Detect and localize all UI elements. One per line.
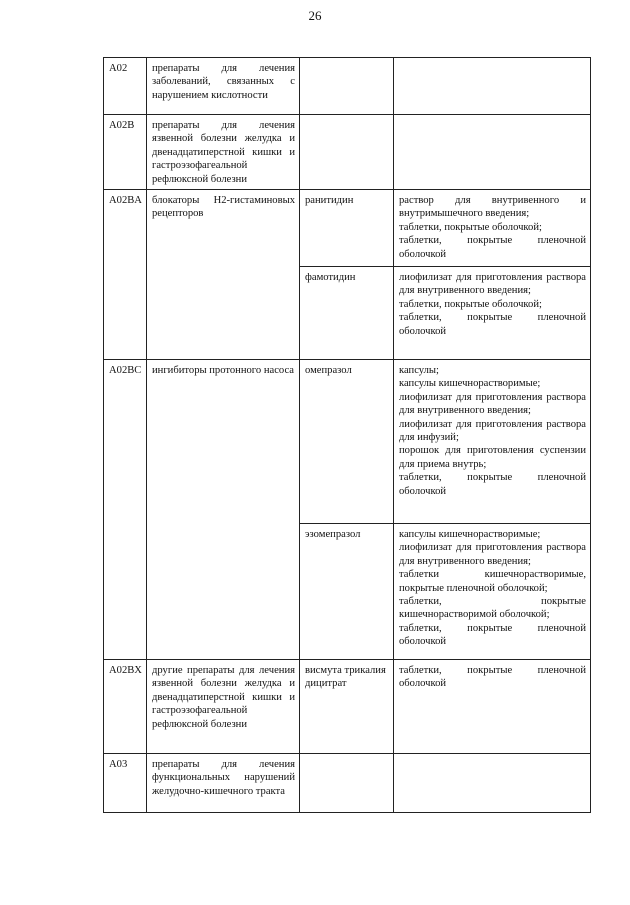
dosage-form: лиофилизат для приготовления раствора для внутривенного введения; bbox=[399, 391, 586, 417]
dosage-forms bbox=[394, 524, 591, 660]
table-row bbox=[104, 190, 591, 267]
dosage-form: лиофилизат для приготовления раствора для инфузий; bbox=[399, 418, 586, 444]
table-row bbox=[104, 360, 591, 524]
substance-name: омепразол bbox=[300, 360, 394, 524]
group-name: препараты для лечения язвенной болезни желудка и двенадцатиперстной кишки и гастроэзофагеальной рефлюксной болезни bbox=[147, 115, 300, 190]
table-row bbox=[104, 58, 591, 115]
dosage-forms bbox=[394, 360, 591, 524]
group-name: препараты для лечения функциональных нарушений желудочно-кишечного тракта bbox=[147, 754, 300, 813]
page-number: 26 bbox=[308, 8, 322, 23]
substance-name: ранитидин bbox=[300, 190, 394, 267]
group-name: блокаторы H2-гистаминовых рецепторов bbox=[147, 190, 300, 360]
dosage-form: раствор для внутривенного и внутримышечного введения; bbox=[399, 195, 586, 220]
dosage-form: таблетки, покрытые оболочкой; bbox=[399, 221, 542, 233]
substance-name: висмута трикалия дицитрат bbox=[300, 660, 394, 754]
atc-code: A02BC bbox=[104, 360, 147, 660]
dosage-forms-cell bbox=[394, 115, 591, 190]
atc-code: A02BX bbox=[104, 660, 147, 754]
table-row bbox=[104, 115, 591, 190]
dosage-form: лиофилизат для приготовления раствора для внутривенного введения; bbox=[399, 272, 586, 297]
atc-code: A03 bbox=[104, 754, 147, 813]
substance-cell bbox=[300, 115, 394, 190]
table-row bbox=[104, 660, 591, 754]
dosage-form: таблетки, покрытые пленочной оболочкой bbox=[399, 622, 586, 648]
dosage-forms bbox=[394, 267, 591, 360]
dosage-form: таблетки, покрытые оболочкой; bbox=[399, 298, 542, 310]
table-row bbox=[104, 754, 591, 813]
group-name: другие препараты для лечения язвенной болезни желудка и двенадцатиперстной кишки и гастроэзофагеальной рефлюксной болезни bbox=[147, 660, 300, 754]
atc-code: A02B bbox=[104, 115, 147, 190]
atc-code: A02 bbox=[104, 58, 147, 115]
dosage-form: порошок для приготовления суспензии для приема внутрь; bbox=[399, 445, 586, 470]
dosage-form: лиофилизат для приготовления раствора для внутривенного введения; bbox=[399, 542, 586, 567]
dosage-forms-cell bbox=[394, 58, 591, 115]
substance-cell bbox=[300, 754, 394, 813]
substance-cell bbox=[300, 58, 394, 115]
dosage-form: капсулы кишечнорастворимые; bbox=[399, 378, 541, 390]
dosage-forms-cell bbox=[394, 754, 591, 813]
dosage-forms bbox=[394, 190, 591, 267]
dosage-forms bbox=[394, 660, 591, 754]
dosage-form: таблетки, покрытые пленочной оболочкой bbox=[399, 665, 586, 690]
dosage-form: капсулы; bbox=[399, 365, 439, 377]
dosage-form: таблетки, покрытые пленочной оболочкой bbox=[399, 235, 586, 260]
dosage-form: таблетки, покрытые пленочной оболочкой bbox=[399, 472, 586, 497]
group-name: ингибиторы протонного насоса bbox=[147, 360, 300, 660]
atc-code: A02BA bbox=[104, 190, 147, 360]
dosage-form: таблетки, покрытые пленочной оболочкой bbox=[399, 312, 586, 337]
substance-name: фамотидин bbox=[300, 267, 394, 360]
dosage-form: таблетки, покрытые кишечнорастворимой оболочкой; bbox=[399, 596, 586, 621]
substance-name: эзомепразол bbox=[300, 524, 394, 660]
drug-table bbox=[103, 57, 591, 813]
dosage-form: капсулы кишечнорастворимые; bbox=[399, 529, 541, 541]
group-name: препараты для лечения заболеваний, связанных с нарушением кислотности bbox=[147, 58, 300, 115]
dosage-form: таблетки кишечнорастворимые, покрытые пленочной оболочкой; bbox=[399, 569, 586, 594]
